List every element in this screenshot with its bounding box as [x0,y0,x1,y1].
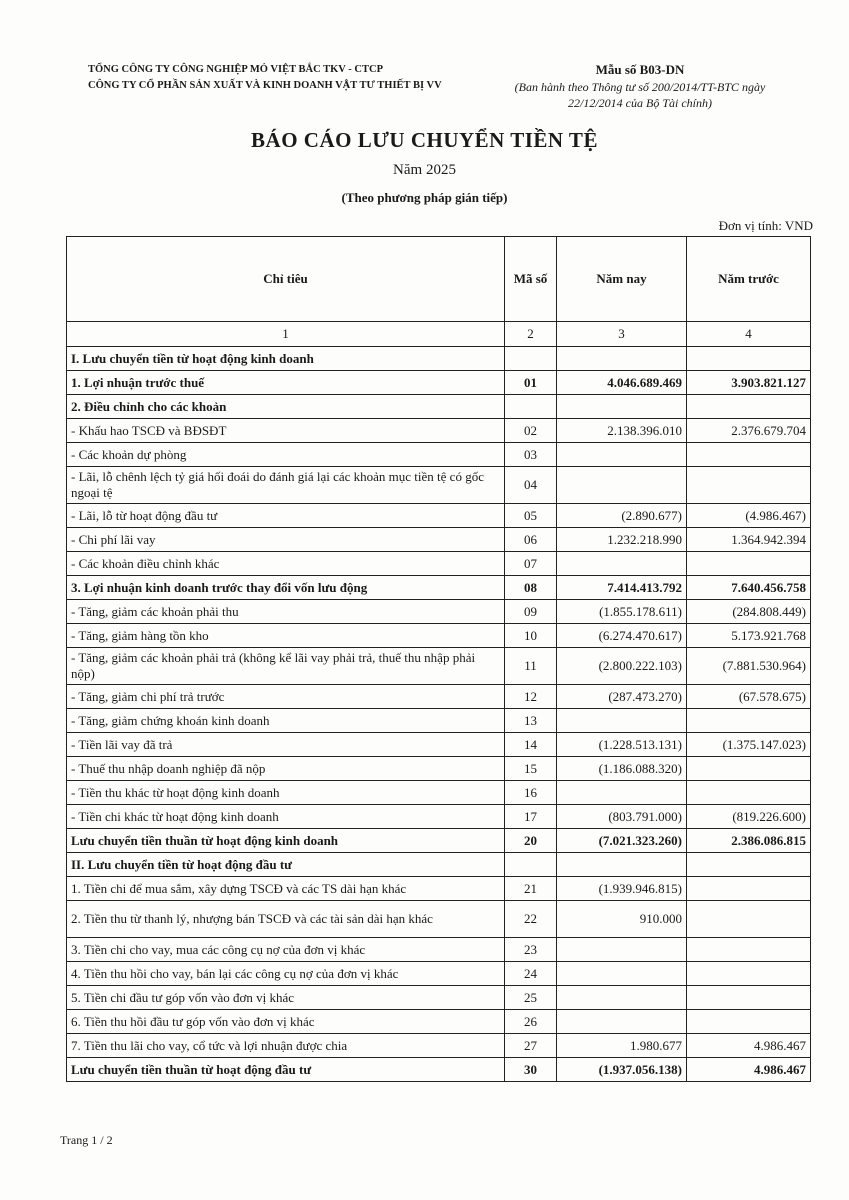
row-code: 06 [505,528,557,552]
row-previous-year [687,1010,811,1034]
row-current-year: 1.980.677 [557,1034,687,1058]
table-row [67,504,811,528]
row-label: - Lãi, lỗ chênh lệch tỷ giá hối đoái do đánh giá lại các khoản mục tiền tệ có gốc ngoại tệ [67,467,505,504]
table-row [67,600,811,624]
row-label: - Các khoản điều chỉnh khác [67,552,505,576]
row-code [505,395,557,419]
row-label: - Tăng, giảm các khoản phải trả (không kể lãi vay phải trả, thuế thu nhập phải nộp) [67,648,505,685]
row-code: 01 [505,371,557,395]
index-cell: 1 [67,322,505,347]
row-previous-year: 2.386.086.815 [687,829,811,853]
row-label: - Tiền lãi vay đã trả [67,733,505,757]
row-label: - Tiền chi khác từ hoạt động kinh doanh [67,805,505,829]
row-code: 02 [505,419,557,443]
row-previous-year: 7.640.456.758 [687,576,811,600]
row-previous-year [687,781,811,805]
table-row [67,528,811,552]
row-previous-year: (1.375.147.023) [687,733,811,757]
row-previous-year [687,709,811,733]
row-previous-year [687,757,811,781]
table-row [67,347,811,371]
table-row [67,962,811,986]
row-current-year [557,395,687,419]
row-previous-year: 2.376.679.704 [687,419,811,443]
row-code: 05 [505,504,557,528]
row-current-year [557,986,687,1010]
row-current-year [557,709,687,733]
row-previous-year: (284.808.449) [687,600,811,624]
row-previous-year: (7.881.530.964) [687,648,811,685]
row-previous-year: 5.173.921.768 [687,624,811,648]
row-label: 6. Tiền thu hồi đầu tư góp vốn vào đơn vị khác [67,1010,505,1034]
row-current-year: (2.800.222.103) [557,648,687,685]
row-code: 14 [505,733,557,757]
column-index-row [67,322,811,347]
table-row [67,901,811,938]
row-current-year [557,962,687,986]
table-row [67,685,811,709]
row-current-year: (1.939.946.815) [557,877,687,901]
row-current-year: 4.046.689.469 [557,371,687,395]
row-previous-year: (67.578.675) [687,685,811,709]
table-row [67,986,811,1010]
row-label: 4. Tiền thu hồi cho vay, bán lại các công cụ nợ của đơn vị khác [67,962,505,986]
row-previous-year [687,395,811,419]
table-row [67,938,811,962]
row-current-year: (1.228.513.131) [557,733,687,757]
row-previous-year [687,347,811,371]
row-previous-year [687,877,811,901]
table-row [67,371,811,395]
row-label: 2. Tiền thu từ thanh lý, nhượng bán TSCĐ và các tài sản dài hạn khác [67,901,505,938]
row-label: - Các khoản dự phòng [67,443,505,467]
row-code: 21 [505,877,557,901]
row-code: 27 [505,1034,557,1058]
table-row [67,877,811,901]
currency-unit: Đơn vị tính: VND [718,218,813,233]
header-current-year: Năm nay [557,237,687,322]
row-label: 7. Tiền thu lãi cho vay, cổ tức và lợi nhuận được chia [67,1034,505,1058]
row-label: - Tăng, giảm chi phí trả trước [67,685,505,709]
row-code: 30 [505,1058,557,1082]
table-row [67,733,811,757]
row-current-year: (2.890.677) [557,504,687,528]
table-row [67,467,811,504]
table-row [67,443,811,467]
row-current-year [557,552,687,576]
row-label: 1. Lợi nhuận trước thuế [67,371,505,395]
row-previous-year [687,467,811,504]
row-current-year: (1.855.178.611) [557,600,687,624]
row-code: 24 [505,962,557,986]
row-label: Lưu chuyển tiền thuần từ hoạt động đầu tư [67,1058,505,1082]
table-row [67,709,811,733]
table-row [67,829,811,853]
row-label: 3. Lợi nhuận kinh doanh trước thay đổi vốn lưu động [67,576,505,600]
row-code: 13 [505,709,557,733]
table-row [67,395,811,419]
row-previous-year [687,962,811,986]
row-current-year [557,781,687,805]
row-previous-year: (819.226.600) [687,805,811,829]
row-code: 20 [505,829,557,853]
row-code: 08 [505,576,557,600]
row-current-year: 2.138.396.010 [557,419,687,443]
row-label: - Tăng, giảm các khoản phải thu [67,600,505,624]
row-previous-year: 3.903.821.127 [687,371,811,395]
row-label: 3. Tiền chi cho vay, mua các công cụ nợ của đơn vị khác [67,938,505,962]
table-row [67,552,811,576]
row-label: - Khấu hao TSCĐ và BĐSĐT [67,419,505,443]
table-row [67,805,811,829]
cash-flow-table [66,236,811,1082]
row-previous-year [687,938,811,962]
row-label: - Chi phí lãi vay [67,528,505,552]
row-code: 12 [505,685,557,709]
form-note-2: 22/12/2014 của Bộ Tài chính) [568,96,712,110]
table-row [67,1058,811,1082]
page-number: Trang 1 / 2 [60,1133,113,1147]
row-previous-year [687,443,811,467]
row-code: 09 [505,600,557,624]
row-current-year: (1.186.088.320) [557,757,687,781]
row-label: - Tiền thu khác từ hoạt động kinh doanh [67,781,505,805]
header-indicator: Chỉ tiêu [67,237,505,322]
row-previous-year: (4.986.467) [687,504,811,528]
row-previous-year: 1.364.942.394 [687,528,811,552]
table-row [67,419,811,443]
table-row [67,853,811,877]
row-label: - Tăng, giảm hàng tồn kho [67,624,505,648]
row-previous-year [687,552,811,576]
row-label: II. Lưu chuyển tiền từ hoạt động đầu tư [67,853,505,877]
table-row [67,1034,811,1058]
index-cell: 2 [505,322,557,347]
row-current-year: (7.021.323.260) [557,829,687,853]
index-cell: 4 [687,322,811,347]
row-label: I. Lưu chuyển tiền từ hoạt động kinh doanh [67,347,505,371]
form-note-1: (Ban hành theo Thông tư số 200/2014/TT-BTC ngày [514,80,766,94]
row-code: 25 [505,986,557,1010]
row-code: 10 [505,624,557,648]
row-label: 1. Tiền chi để mua sắm, xây dựng TSCĐ và các TS dài hạn khác [67,877,505,901]
row-label: 2. Điều chỉnh cho các khoản [67,395,505,419]
table-row [67,648,811,685]
row-code: 26 [505,1010,557,1034]
index-cell: 3 [557,322,687,347]
row-code: 07 [505,552,557,576]
company-parent: TỔNG CÔNG TY CÔNG NGHIỆP MỎ VIỆT BẮC TKV - CTCP [88,64,384,75]
table-row [67,576,811,600]
row-code: 23 [505,938,557,962]
row-current-year [557,938,687,962]
company-name: CÔNG TY CỔ PHẦN SẢN XUẤT VÀ KINH DOANH VẬT TƯ THIẾT BỊ VV [88,80,442,91]
row-label: 5. Tiền chi đầu tư góp vốn vào đơn vị khác [67,986,505,1010]
table-header-row [67,237,811,322]
row-code: 16 [505,781,557,805]
header-previous-year: Năm trước [687,237,811,322]
row-label: - Thuế thu nhập doanh nghiệp đã nộp [67,757,505,781]
form-header [490,62,790,110]
row-current-year: (1.937.056.138) [557,1058,687,1082]
row-code: 11 [505,648,557,685]
row-previous-year [687,901,811,938]
row-current-year: 1.232.218.990 [557,528,687,552]
row-previous-year: 4.986.467 [687,1058,811,1082]
row-current-year: (803.791.000) [557,805,687,829]
row-current-year: 910.000 [557,901,687,938]
row-code: 17 [505,805,557,829]
report-title: BÁO CÁO LƯU CHUYỂN TIỀN TỆ [251,128,598,152]
row-current-year: (6.274.470.617) [557,624,687,648]
row-current-year [557,467,687,504]
report-year: Năm 2025 [393,162,456,178]
row-code: 03 [505,443,557,467]
header-code: Mã số [505,237,557,322]
row-current-year: (287.473.270) [557,685,687,709]
row-current-year [557,853,687,877]
row-code [505,347,557,371]
row-code: 04 [505,467,557,504]
row-current-year [557,347,687,371]
table-row [67,1010,811,1034]
row-current-year [557,1010,687,1034]
table-row [67,781,811,805]
row-code: 22 [505,901,557,938]
row-previous-year [687,986,811,1010]
row-label: - Tăng, giảm chứng khoán kinh doanh [67,709,505,733]
form-code: Mẫu số B03-DN [595,62,685,77]
row-code: 15 [505,757,557,781]
row-current-year [557,443,687,467]
report-method: (Theo phương pháp gián tiếp) [341,190,508,205]
row-label: Lưu chuyển tiền thuần từ hoạt động kinh doanh [67,829,505,853]
row-previous-year [687,853,811,877]
table-row [67,757,811,781]
row-previous-year: 4.986.467 [687,1034,811,1058]
row-current-year: 7.414.413.792 [557,576,687,600]
table-row [67,624,811,648]
row-label: - Lãi, lỗ từ hoạt động đầu tư [67,504,505,528]
company-header [88,62,442,94]
row-code [505,853,557,877]
